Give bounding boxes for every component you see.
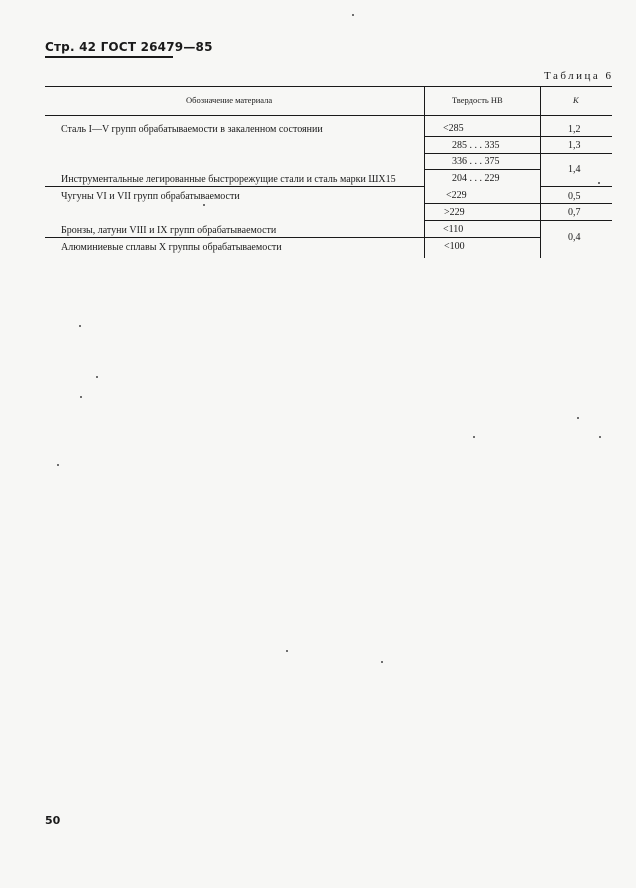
k-rule: [540, 203, 612, 204]
scan-speck: [598, 182, 600, 184]
k-cell: 0,4: [568, 232, 581, 243]
k-rule: [540, 136, 612, 137]
scan-speck: [57, 464, 59, 466]
hardness-cell: <285: [443, 123, 464, 134]
hardness-rule: [424, 203, 540, 204]
scan-speck: [79, 325, 81, 327]
column-separator-2: [540, 86, 541, 258]
material-cell: Сталь I—V групп обрабатываемости в закаленном состоянии: [61, 124, 323, 135]
hardness-cell: 285 . . . 335: [452, 140, 500, 151]
k-rule: [540, 220, 612, 221]
hardness-cell: 204 . . . 229: [452, 173, 500, 184]
page-header: Стр. 42 ГОСТ 26479—85: [45, 40, 213, 54]
scan-speck: [96, 376, 98, 378]
hardness-cell: <110: [443, 224, 464, 235]
column-separator-1: [424, 86, 425, 258]
column-header-hardness: Твердость НВ: [452, 95, 503, 105]
material-cell: Алюминиевые сплавы X группы обрабатываемости: [61, 242, 282, 253]
k-rule: [540, 153, 612, 154]
page-number: 50: [45, 814, 61, 827]
hardness-rule: [424, 220, 540, 221]
scan-speck: [381, 661, 383, 663]
material-cell: Чугуны VI и VII групп обрабатываемости: [61, 191, 240, 202]
hardness-cell: 336 . . . 375: [452, 156, 500, 167]
material-cell: Инструментальные легированные быстрорежущие стали и сталь марки ШХ15: [61, 174, 396, 185]
scan-speck: [473, 436, 475, 438]
hardness-cell: <229: [446, 190, 467, 201]
table-header-rule: [45, 115, 612, 116]
scan-speck: [599, 436, 601, 438]
hardness-rule: [424, 153, 540, 154]
material-rule: [45, 237, 424, 238]
scan-speck: [203, 204, 205, 206]
scan-speck: [80, 396, 82, 398]
k-cell: 1,2: [568, 124, 581, 135]
k-cell: 1,4: [568, 164, 581, 175]
table-label: Таблица 6: [544, 70, 614, 82]
header-underline: [45, 56, 173, 58]
scan-speck: [286, 650, 288, 652]
material-cell: Бронзы, латуни VIII и IX групп обрабатываемости: [61, 225, 277, 236]
table-top-rule: [45, 86, 612, 87]
hardness-rule: [424, 237, 540, 238]
hardness-cell: <100: [444, 241, 465, 252]
k-cell: 0,7: [568, 207, 581, 218]
k-cell: 0,5: [568, 191, 581, 202]
scan-speck: [577, 417, 579, 419]
k-rule: [540, 186, 612, 187]
scan-speck: [352, 14, 354, 16]
column-header-material: Обозначение материала: [186, 95, 273, 105]
k-cell: 1,3: [568, 140, 581, 151]
material-rule: [45, 186, 424, 187]
column-header-k: K: [573, 95, 579, 105]
hardness-cell: >229: [444, 207, 465, 218]
hardness-rule: [424, 136, 540, 137]
hardness-rule: [424, 169, 540, 170]
